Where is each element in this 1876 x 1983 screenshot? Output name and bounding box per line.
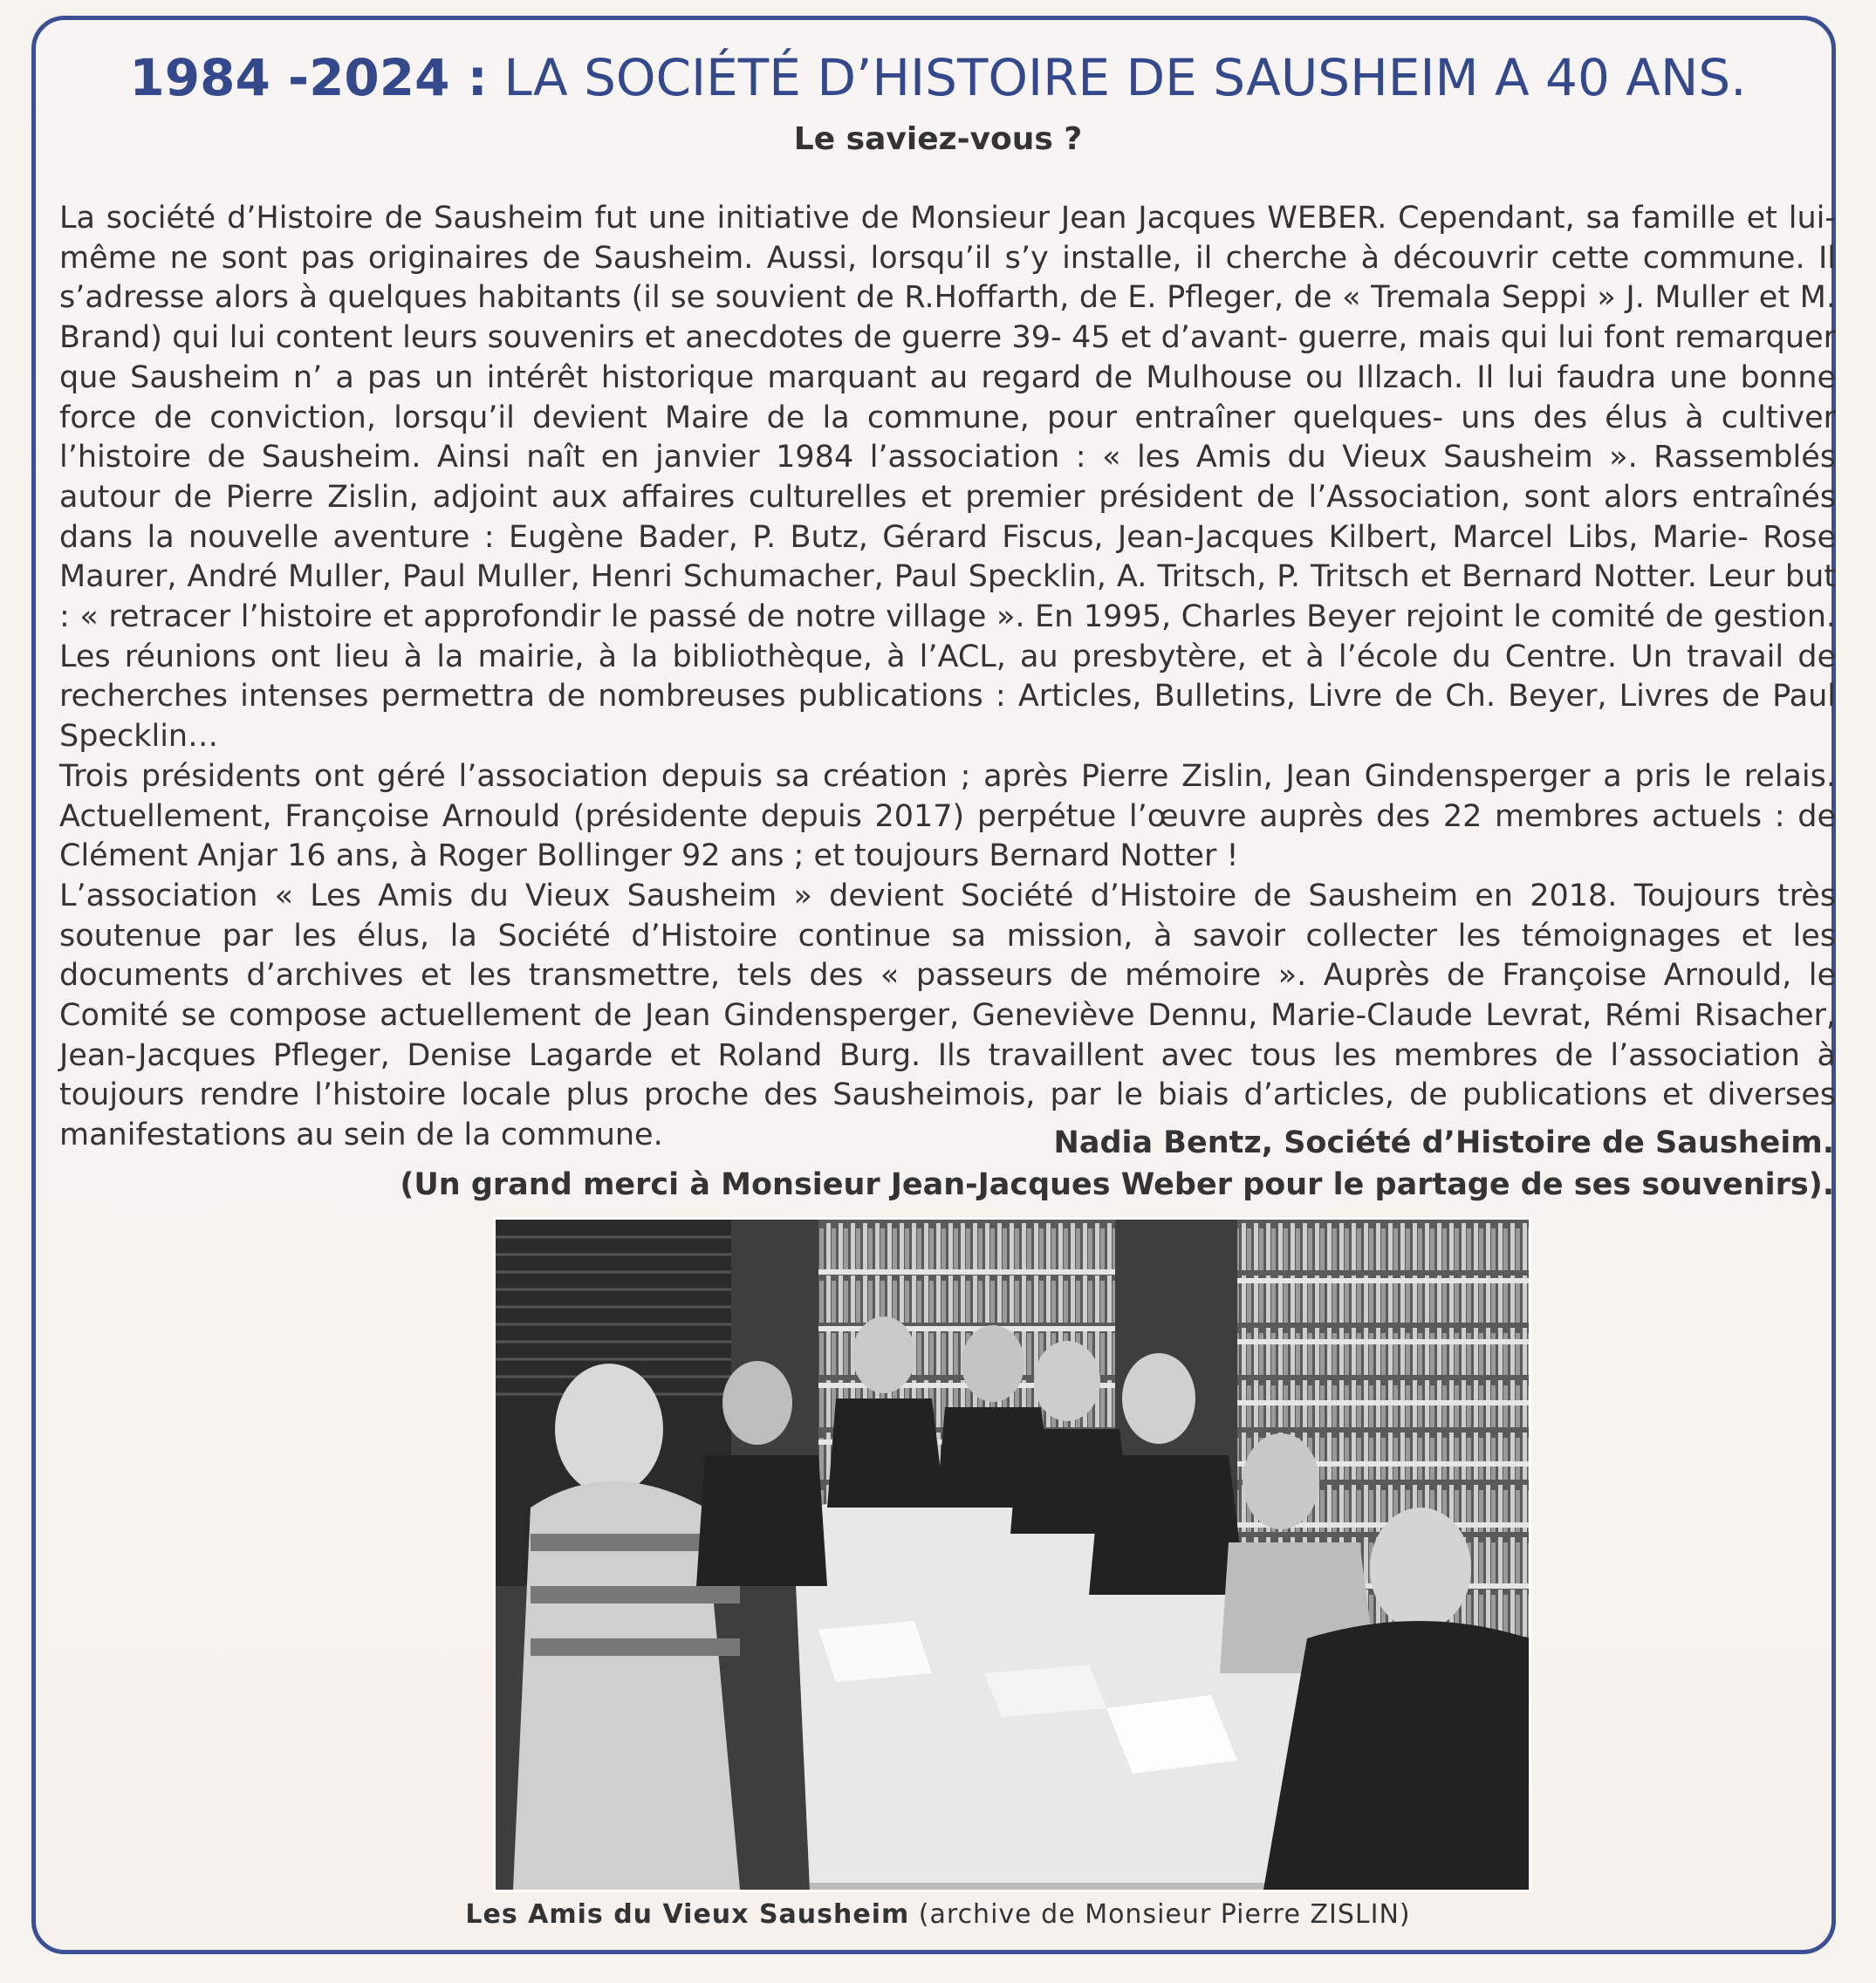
- signature-thanks: (Un grand merci à Monsieur Jean-Jacques Weber pour le partage de ses souvenirs).: [400, 1167, 1834, 1202]
- subtitle: Le saviez-vous ?: [793, 121, 1083, 157]
- paragraph-3: L’association « Les Amis du Vieux Sausheim » devient Société d’Histoire de Sausheim en 2018. Toujours très soutenue par les élus, la Société d’Histoire continue sa mission, à savoir collecter les témoignages et les documents d’archives et les transmettre, tels des « passeurs de mémoire ». Auprès de Françoise Arnould, le Comité se compose actuellement de Jean Gindensperger, Geneviève Dennu, Marie-Claude Levrat, Rémi Risacher, Jean-Jacques Pfleger, Denise Lagarde et Roland Burg. Ils travaillent avec tous les membres de l’association à toujours rendre l’histoire locale plus proche des Sausheimois, par le biais d’articles, de publications et diverses manifestations au sein de la commune.: [59, 878, 1836, 1153]
- archive-photo: [493, 1217, 1531, 1892]
- page-title: [0, 45, 1876, 110]
- paragraph-2: Trois présidents ont géré l’association depuis sa création ; après Pierre Zislin, Jean Gindensperger a pris le relais. Actuellement, Françoise Arnould (présidente depuis 2017) perpétue l’œuvre auprès des 22 membres actuels : de Clément Anjar 16 ans, à Roger Bollinger 92 ans ; et toujours Bernard Notter !: [59, 758, 1836, 874]
- title-text: LA SOCIÉTÉ D’HISTOIRE DE SAUSHEIM A 40 ANS.: [503, 48, 1747, 107]
- meeting-photo-illustration: [496, 1220, 1529, 1890]
- signature-author: Nadia Bentz, Société d’Histoire de Sausheim.: [1053, 1125, 1834, 1160]
- caption-credit: (archive de Monsieur Pierre ZISLIN): [909, 1899, 1411, 1930]
- signature: [400, 1122, 1834, 1206]
- caption-title: Les Amis du Vieux Sausheim: [465, 1899, 910, 1930]
- photo-caption: [0, 1898, 1876, 1932]
- title-years: 1984 -2024 :: [129, 48, 488, 107]
- article-body: [59, 199, 1836, 1156]
- paragraph-1: La société d’Histoire de Sausheim fut une initiative de Monsieur Jean Jacques WEBER. Cependant, sa famille et lui-même ne sont pas originaires de Sausheim. Aussi, lorsqu’il s’y installe, il cherche à découvrir cette commune. Il s’adresse alors à quelques habitants (il se souvient de R.Hoffarth, de E. Pfleger, de « Tremala Seppi » J. Muller et M. Brand) qui lui content leurs souvenirs et anecdotes de guerre 39- 45 et d’avant- guerre, mais qui lui font remarquer que Sausheim n’ a pas un intérêt historique marquant au regard de Mulhouse ou Illzach. Il lui faudra une bonne force de conviction, lorsqu’il devient Maire de la commune, pour entraîner quelques- uns des élus à cultiver l’histoire de Sausheim. Ainsi naît en janvier 1984 l’association : « les Amis du Vieux Sausheim ». Rassemblés autour de Pierre Zislin, adjoint aux affaires culturelles et premier président de l’Association, sont alors entraînés dans la nouvelle aventure : Eugène Bader, P. Butz, Gérard Fiscus, Jean-Jacques Kilbert, Marcel Libs, Marie- Rose Maurer, André Muller, Paul Muller, Henri Schumacher, Paul Specklin, A. Tritsch, P. Tritsch et Bernard Notter. Leur but : « retracer l’histoire et approfondir le passé de notre village ». En 1995, Charles Beyer rejoint le comité de gestion. Les réunions ont lieu à la mairie, à la bibliothèque, à l’ACL, au presbytère, et à l’école du Centre. Un travail de recherches intenses permettra de nombreuses publications : Articles, Bulletins, Livre de Ch. Beyer, Livres de Paul Specklin…: [59, 201, 1836, 755]
